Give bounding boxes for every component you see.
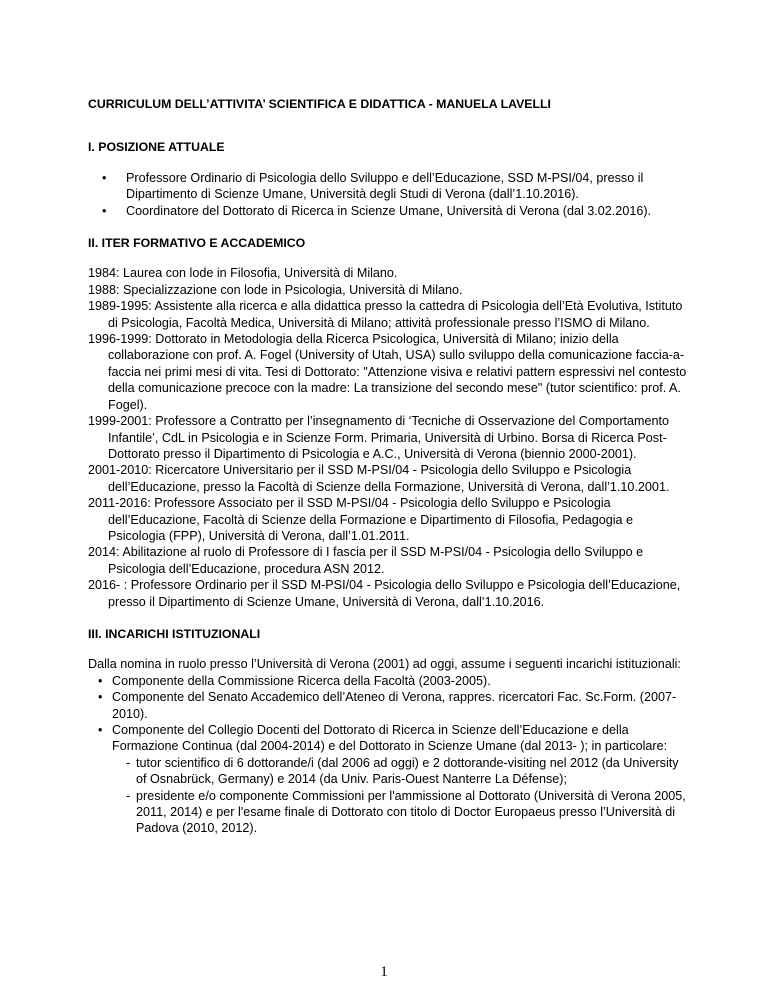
list-item: • Componente del Senato Accademico dell’Ateneo di Verona, rappres. ricercatori Fac. Sc.Form. (2007-2010). bbox=[88, 689, 688, 722]
career-entries bbox=[88, 265, 688, 610]
career-entry: 1984: Laurea con lode in Filosofia, Università di Milano. bbox=[88, 266, 398, 281]
current-position-list bbox=[88, 170, 688, 219]
career-entry: 2016- : Professore Ordinario per il SSD M-PSI/04 - Psicologia dello Sviluppo e Psicologia dell’Educazione, presso il Dipartimento di Scienze Umane, Università di Verona, dall’1.10.2016. bbox=[88, 578, 681, 609]
list-item: • Componente della Commissione Ricerca della Facoltà (2003-2005). bbox=[88, 673, 688, 689]
career-entry: 1989-1995: Assistente alla ricerca e alla didattica presso la cattedra di Psicologia dell’Età Evolutiva, Istituto di Psicologia, Facoltà Medica, Università di Milano; attività professionale presso l’ISMO di Milano. bbox=[88, 299, 683, 330]
career-entry: 1996-1999: Dottorato in Metodologia della Ricerca Psicologica, Università di Milano; inizio della collaborazione con prof. A. Fogel (University of Utah, USA) sullo sviluppo della comunicazione faccia-a-faccia nei primi mesi di vita. Tesi di Dottorato: "Attenzione visiva e relativi pattern espressivi nel contesto della comunicazione precoce con la madre: La transizione del secondo mese" (tutor scientifico: prof. A. Fogel). bbox=[88, 332, 687, 412]
sub-list-item: - tutor scientifico di 6 dottorande/i (dal 2006 ad oggi) e 2 dottorande-visiting nel 2012 (da University of Osnabrück, Germany) e 2014 (da Univ. Paris-Ouest Nanterre La Défense); bbox=[126, 755, 688, 788]
institutional-roles-list bbox=[88, 673, 688, 837]
career-entry: 2011-2016: Professore Associato per il SSD M-PSI/04 - Psicologia dello Sviluppo e Psicologia dell’Educazione, Facoltà di Scienze della Formazione e Dipartimento di Filosofia, Pedagogia e Psicologia (FPP), Università di Verona, dall’1.01.2011. bbox=[88, 496, 634, 543]
section-heading-posizione-attuale: I. POSIZIONE ATTUALE bbox=[88, 140, 225, 155]
document-title: CURRICULUM DELL’ATTIVITA’ SCIENTIFICA E DIDATTICA - MANUELA LAVELLI bbox=[88, 97, 551, 111]
section-intro: Dalla nomina in ruolo presso l’Università di Verona (2001) ad oggi, assume i seguenti incarichi istituzionali: bbox=[88, 657, 681, 672]
career-entry: 1999-2001: Professore a Contratto per l’insegnamento di ‘Tecniche di Osservazione del Comportamento Infantile’, CdL in Psicologia e in Scienze Form. Primaria, Università di Urbino. Borsa di Ricerca Post-Dottorato presso il Dipartimento di Psicologia e A.C., Università di Verona (biennio 2000-2001). bbox=[88, 414, 670, 461]
list-item: • Professore Ordinario di Psicologia dello Sviluppo e dell’Educazione, SSD M-PSI/04, presso il Dipartimento di Scienze Umane, Università degli Studi di Verona (dall’1.10.2016). bbox=[88, 170, 688, 203]
sub-list bbox=[112, 755, 688, 837]
career-entry: 2001-2010: Ricercatore Universitario per il SSD M-PSI/04 - Psicologia dello Sviluppo e Psicologia dell’Educazione, presso la Facoltà di Scienze della Formazione, Università di Verona, dall’1.10.2001. bbox=[88, 463, 670, 494]
list-item-text: Componente del Collegio Docenti del Dottorato di Ricerca in Scienze dell’Educazione e della Formazione Continua (dal 2004-2014) e del Dottorato in Scienze Umane (dal 2013- ); in particolare: bbox=[112, 723, 668, 754]
list-item: • Coordinatore del Dottorato di Ricerca in Scienze Umane, Università di Verona (dal 3.02.2016). bbox=[88, 203, 688, 219]
section-heading-iter-formativo: II. ITER FORMATIVO E ACCADEMICO bbox=[88, 236, 306, 251]
list-item bbox=[88, 722, 688, 837]
section-heading-incarichi-istituzionali: III. INCARICHI ISTITUZIONALI bbox=[88, 626, 261, 641]
page-number: 1 bbox=[380, 964, 388, 980]
sub-list-item: - presidente e/o componente Commissioni per l'ammissione al Dottorato (Università di Verona 2005, 2011, 2014) e per l'esame finale di Dottorato con titolo di Doctor Europaeus presso l’Università di Padova (2010, 2012). bbox=[126, 788, 688, 837]
career-entry: 1988: Specializzazione con lode in Psicologia, Università di Milano. bbox=[88, 282, 463, 297]
document-body bbox=[88, 96, 688, 837]
career-entry: 2014: Abilitazione al ruolo di Professore di I fascia per il SSD M-PSI/04 - Psicologia dello Sviluppo e Psicologia dell’Educazione, procedura ASN 2012. bbox=[88, 545, 644, 576]
